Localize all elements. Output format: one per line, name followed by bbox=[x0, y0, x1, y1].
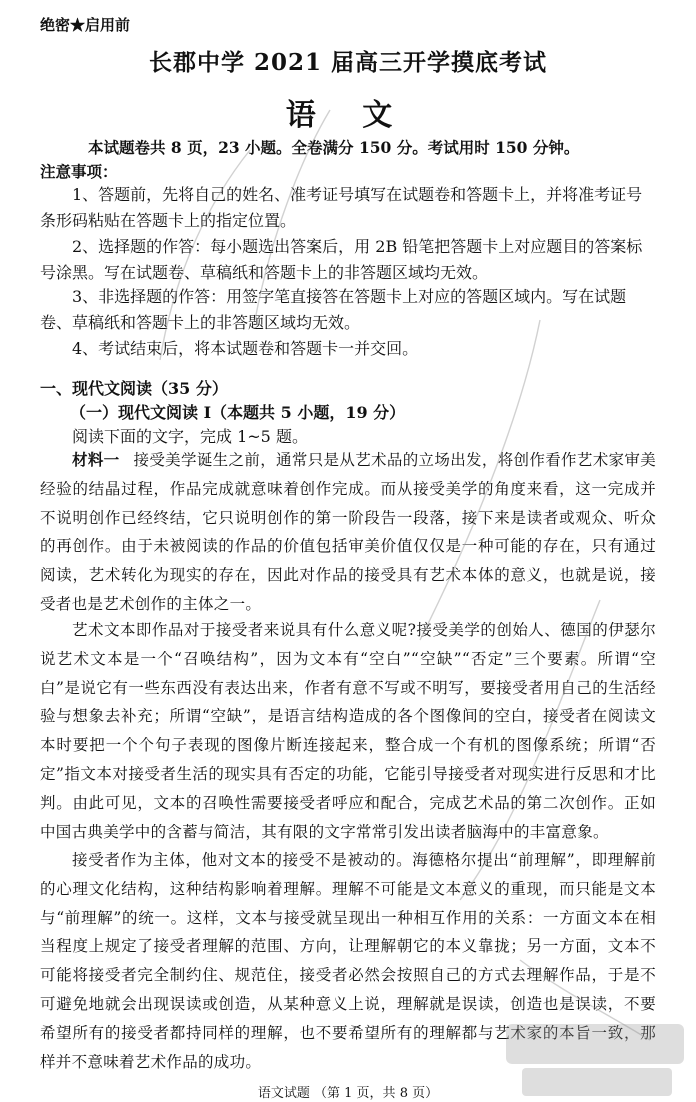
exam-title: 长郡中学 2021 届高三开学摸底考试 bbox=[148, 49, 548, 76]
confidential-label: 绝密★启用前 bbox=[40, 16, 131, 34]
section-subheading: （一）现代文阅读 I（本题共 5 小题，19 分） bbox=[70, 403, 406, 422]
notice-heading: 注意事项： bbox=[40, 162, 118, 181]
notice-item: 3、非选择题的作答：用签字笔直接答在答题卡上对应的答题区域内。写在试题卷、草稿纸和答题卡上的非答题区域均无效。 bbox=[40, 287, 627, 332]
paragraph-text: 接受者作为主体，他对文本的接受不是被动的。海德格尔提出“前理解”，即理解前的心理文化结构，这种结构影响着理解。理解不可能是文本意义的重现，而只能是文本与“前理解”的统一。这样，文本与接受就呈现出一种相互作用的关系：一方面文本在相当程度上规定了接受者理解的范围、方向，让理解朝它的本义靠拢；另一方面，文本不可能将接受者完全制约住、规范住，接受者必然会按照自己的方式去理解作品，于是不可避免地就会出现误读或创造，从某种意义上说，理解就是误读，创造也是误读，不要希望所有的接受者都持同样的理解，也不要希望所有的理解都与艺术家的本旨一致，那样并不意味着艺术作品的成功。 bbox=[40, 851, 656, 1071]
subject-title: 语 文 bbox=[285, 98, 411, 133]
material-label: 材料一 bbox=[72, 450, 120, 469]
notice-item: 1、答题前，先将自己的姓名、准考证号填写在试题卷和答题卡上，并将准考证号条形码粘贴在答题卡上的指定位置。 bbox=[40, 185, 643, 230]
notice-item: 2、选择题的作答：每小题选出答案后，用 2B 铅笔把答题卡上对应题目的答案标号涂黑。写在试题卷、草稿纸和答题卡上的非答题区域均无效。 bbox=[40, 237, 643, 282]
exam-info: 本试题卷共 8 页，23 小题。全卷满分 150 分。考试用时 150 分钟。 bbox=[88, 138, 580, 157]
site-logo-icon bbox=[502, 1020, 688, 1100]
paragraph-text: 接受美学诞生之前，通常只是从艺术品的立场出发，将创作看作艺术家审美经验的结晶过程，作品完成就意味着创作完成。而从接受美学的角度来看，这一完成并不说明创作已经终结，它只说明创作的第一阶段告一段落，接下来是读者或观众、听众的再创作。由于未被阅读的作品的价值包括审美价值仅仅是一种可能的存在，只有通过阅读，艺术转化为现实的存在，因此对作品的接受具有艺术本体的意义，也就是说，接受者也是艺术创作的主体之一。 bbox=[40, 451, 657, 613]
page-footer: 语文试题 （第 1 页，共 8 页） bbox=[257, 1086, 439, 1101]
section-heading: 一、现代文阅读（35 分） bbox=[40, 379, 228, 398]
notice-item: 4、考试结束后，将本试题卷和答题卡一并交回。 bbox=[72, 339, 419, 358]
passage-paragraph bbox=[40, 446, 656, 619]
passage-paragraph bbox=[40, 616, 656, 846]
paragraph-text: 艺术文本即作品对于接受者来说具有什么意义呢?接受美学的创始人、德国的伊瑟尔说艺术文本是一个“召唤结构”，因为文本有“空白”“空缺”“否定”三个要素。所谓“空白”是说它有一些东西没有表达出来，作者有意不写或不明写，要接受者用自己的生活经验与想象去补充；所谓“空缺”，是语言结构造成的各个图像间的空白，接受者在阅读文本时要把一个个句子表现的图像片断连接起来，整合成一个有机的图像系统；所谓“否定”指文本对接受者生活的现实具有否定的功能，它能引导接受者对现实进行反思和才比判。由此可见，文本的召唤性需要接受者呼应和配合，完成艺术品的第二次创作。正如中国古典美学中的含蓄与简洁，其有限的文字常常引发出读者脑海中的丰富意象。 bbox=[40, 621, 656, 841]
reading-instruction: 阅读下面的文字，完成 1~5 题。 bbox=[72, 427, 308, 446]
